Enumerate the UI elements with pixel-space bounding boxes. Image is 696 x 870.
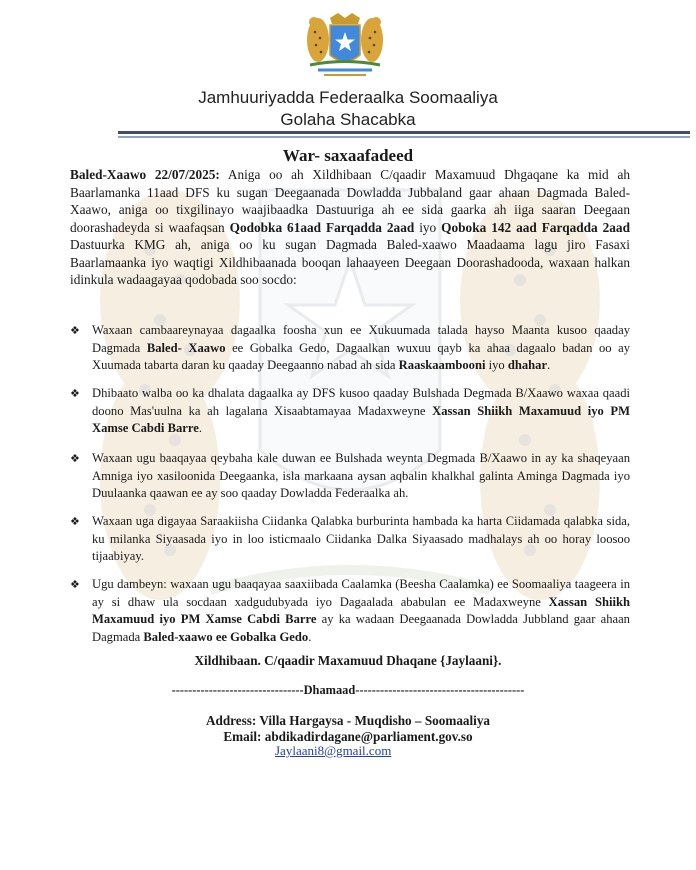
bullet-diamond-icon: ❖ (70, 324, 80, 337)
secondary-email-link[interactable]: Jaylaani8@gmail.com (275, 743, 392, 758)
bullet-diamond-icon: ❖ (70, 452, 80, 465)
somalia-coat-of-arms-emblem (290, 10, 400, 86)
bullet-diamond-icon: ❖ (70, 387, 80, 400)
country-heading: Jamhuuriyadda Federaalka Soomaaliya (198, 88, 498, 107)
document-title: War- saxaafadeed (282, 146, 414, 165)
header-rule-dark (118, 131, 690, 134)
bullet-item (70, 576, 630, 646)
bullet-text: Waxaan ugu baaqayaa qeybaha kale duwan ee Bulshada weynta Degmada B/Xaawo in ay ka shaqeyaan Amniga iyo xasiloonida Deegaanka, isla markaana aysan aqbalin khalkhal galinta Aminga Dagmada iyo Duulaanka qaawan ee ay soo qaaday Dowladda Federaalka ah. (92, 451, 630, 500)
bullet-item (70, 450, 630, 503)
bullet-text: Waxaan uga digayaa Saraakiisha Ciidanka Qalabka burburinta hambada ka harta Ciidamada qalabka sida, ku milanka Siyaasada iyo in loo isticmaalo Ciidanka Dalka Siyaasado madhalays ah oo horay loosoo tijaabiyay. (92, 514, 630, 563)
intro-article-142: Qoboka 142 aad Farqadda 2aad (441, 219, 630, 235)
bullet-diamond-icon: ❖ (70, 578, 80, 591)
intro-article-61: Qodobka 61aad Farqadda 2aad (229, 219, 415, 235)
bullet-text: Ugu dambeyn: waxaan ugu baaqayaa saaxiibada Caalamka (Beesha Caalamka) ee Soomaaliya taageera in ay si dhaw ula socdaan xadgudubyada iyo Dagaalada ababulan ee Madaxweyne Xassan Shiikh Maxamuud iyo PM Xamse Cabdi Barre ay ka wadaan Deegaanada Dowladda Jubbland gaar ahaan Dagmada Baled-xaawo ee Gobalka Gedo. (92, 577, 630, 644)
bullet-text: Waxaan cambaareynayaa dagaalka foosha xun ee Xukuumada talada hayso Maanta kusoo qaaday Dagmada Baled- Xaawo ee Gobalka Gedo, Dagaalkan wuxuu qayb ka ahaa dagaalo badan oo ay Xuumada tabarta daran ku qaaday Deegaanno nabad ah sida Raaskaambooni iyo dhahar. (92, 323, 631, 372)
bullet-item (70, 513, 630, 566)
bullet-text: Dhibaato walba oo ka dhalata dagaalka ay DFS kusoo qaaday Bulshada Degmada B/Xaawo waxaa qaadi doono Mas'uulna ka ah lagalana Xisaabtamayaa Madaxweyne Xassan Shiikh Maxamuud iyo PM Xamse Cabdi Barre. (92, 386, 630, 435)
signature-line: Xildhibaan. C/qaadir Maxamuud Dhaqane {Jaylaani}. (194, 653, 502, 668)
intro-date: Baled-Xaawo 22/07/2025: (70, 167, 220, 182)
email-line[interactable]: Email: abdikadirdagane@parliament.gov.so (223, 729, 473, 744)
house-heading: Golaha Shacabka (280, 110, 416, 129)
intro-text-1: Aniga oo ah Xildhibaan C/qaadir Maxamuud Dhgaqane ka mid ah Baarlamanka 11aad DFS ku sugan Deegaanada Dowladda Jubbaland gaar ahaan Dagmada Baled-Xaawo, aniga oo tixgilinayo waajibaadka Dastuuriga ah ee sida gaarka ah iiga saaran Deegaan doorashadeyda si waafaqsan (70, 167, 630, 235)
bullet-item (70, 322, 630, 375)
header-rule-light (118, 136, 690, 138)
bullet-item (70, 385, 630, 438)
intro-text-2: iyo (414, 219, 442, 235)
end-divider: --------------------------------Dhamaad----------------------------------------- (171, 683, 525, 697)
intro-text-3: Dastuurka KMG ah, aniga oo ku sugan Dagmada Baled-xaawo Maadaama lagu jiro Fasaxi Baarlamaanka iyo waqtigi Xildhibaanada booqan lahaayeen Deegaan Doorashadooda, waxaan halkan idinkula wadaagayaa qodobada soo socdo: (70, 237, 630, 287)
address-line: Address: Villa Hargaysa - Muqdisho – Soomaaliya (205, 713, 491, 728)
bullet-diamond-icon: ❖ (70, 515, 80, 528)
intro-paragraph (70, 166, 630, 289)
